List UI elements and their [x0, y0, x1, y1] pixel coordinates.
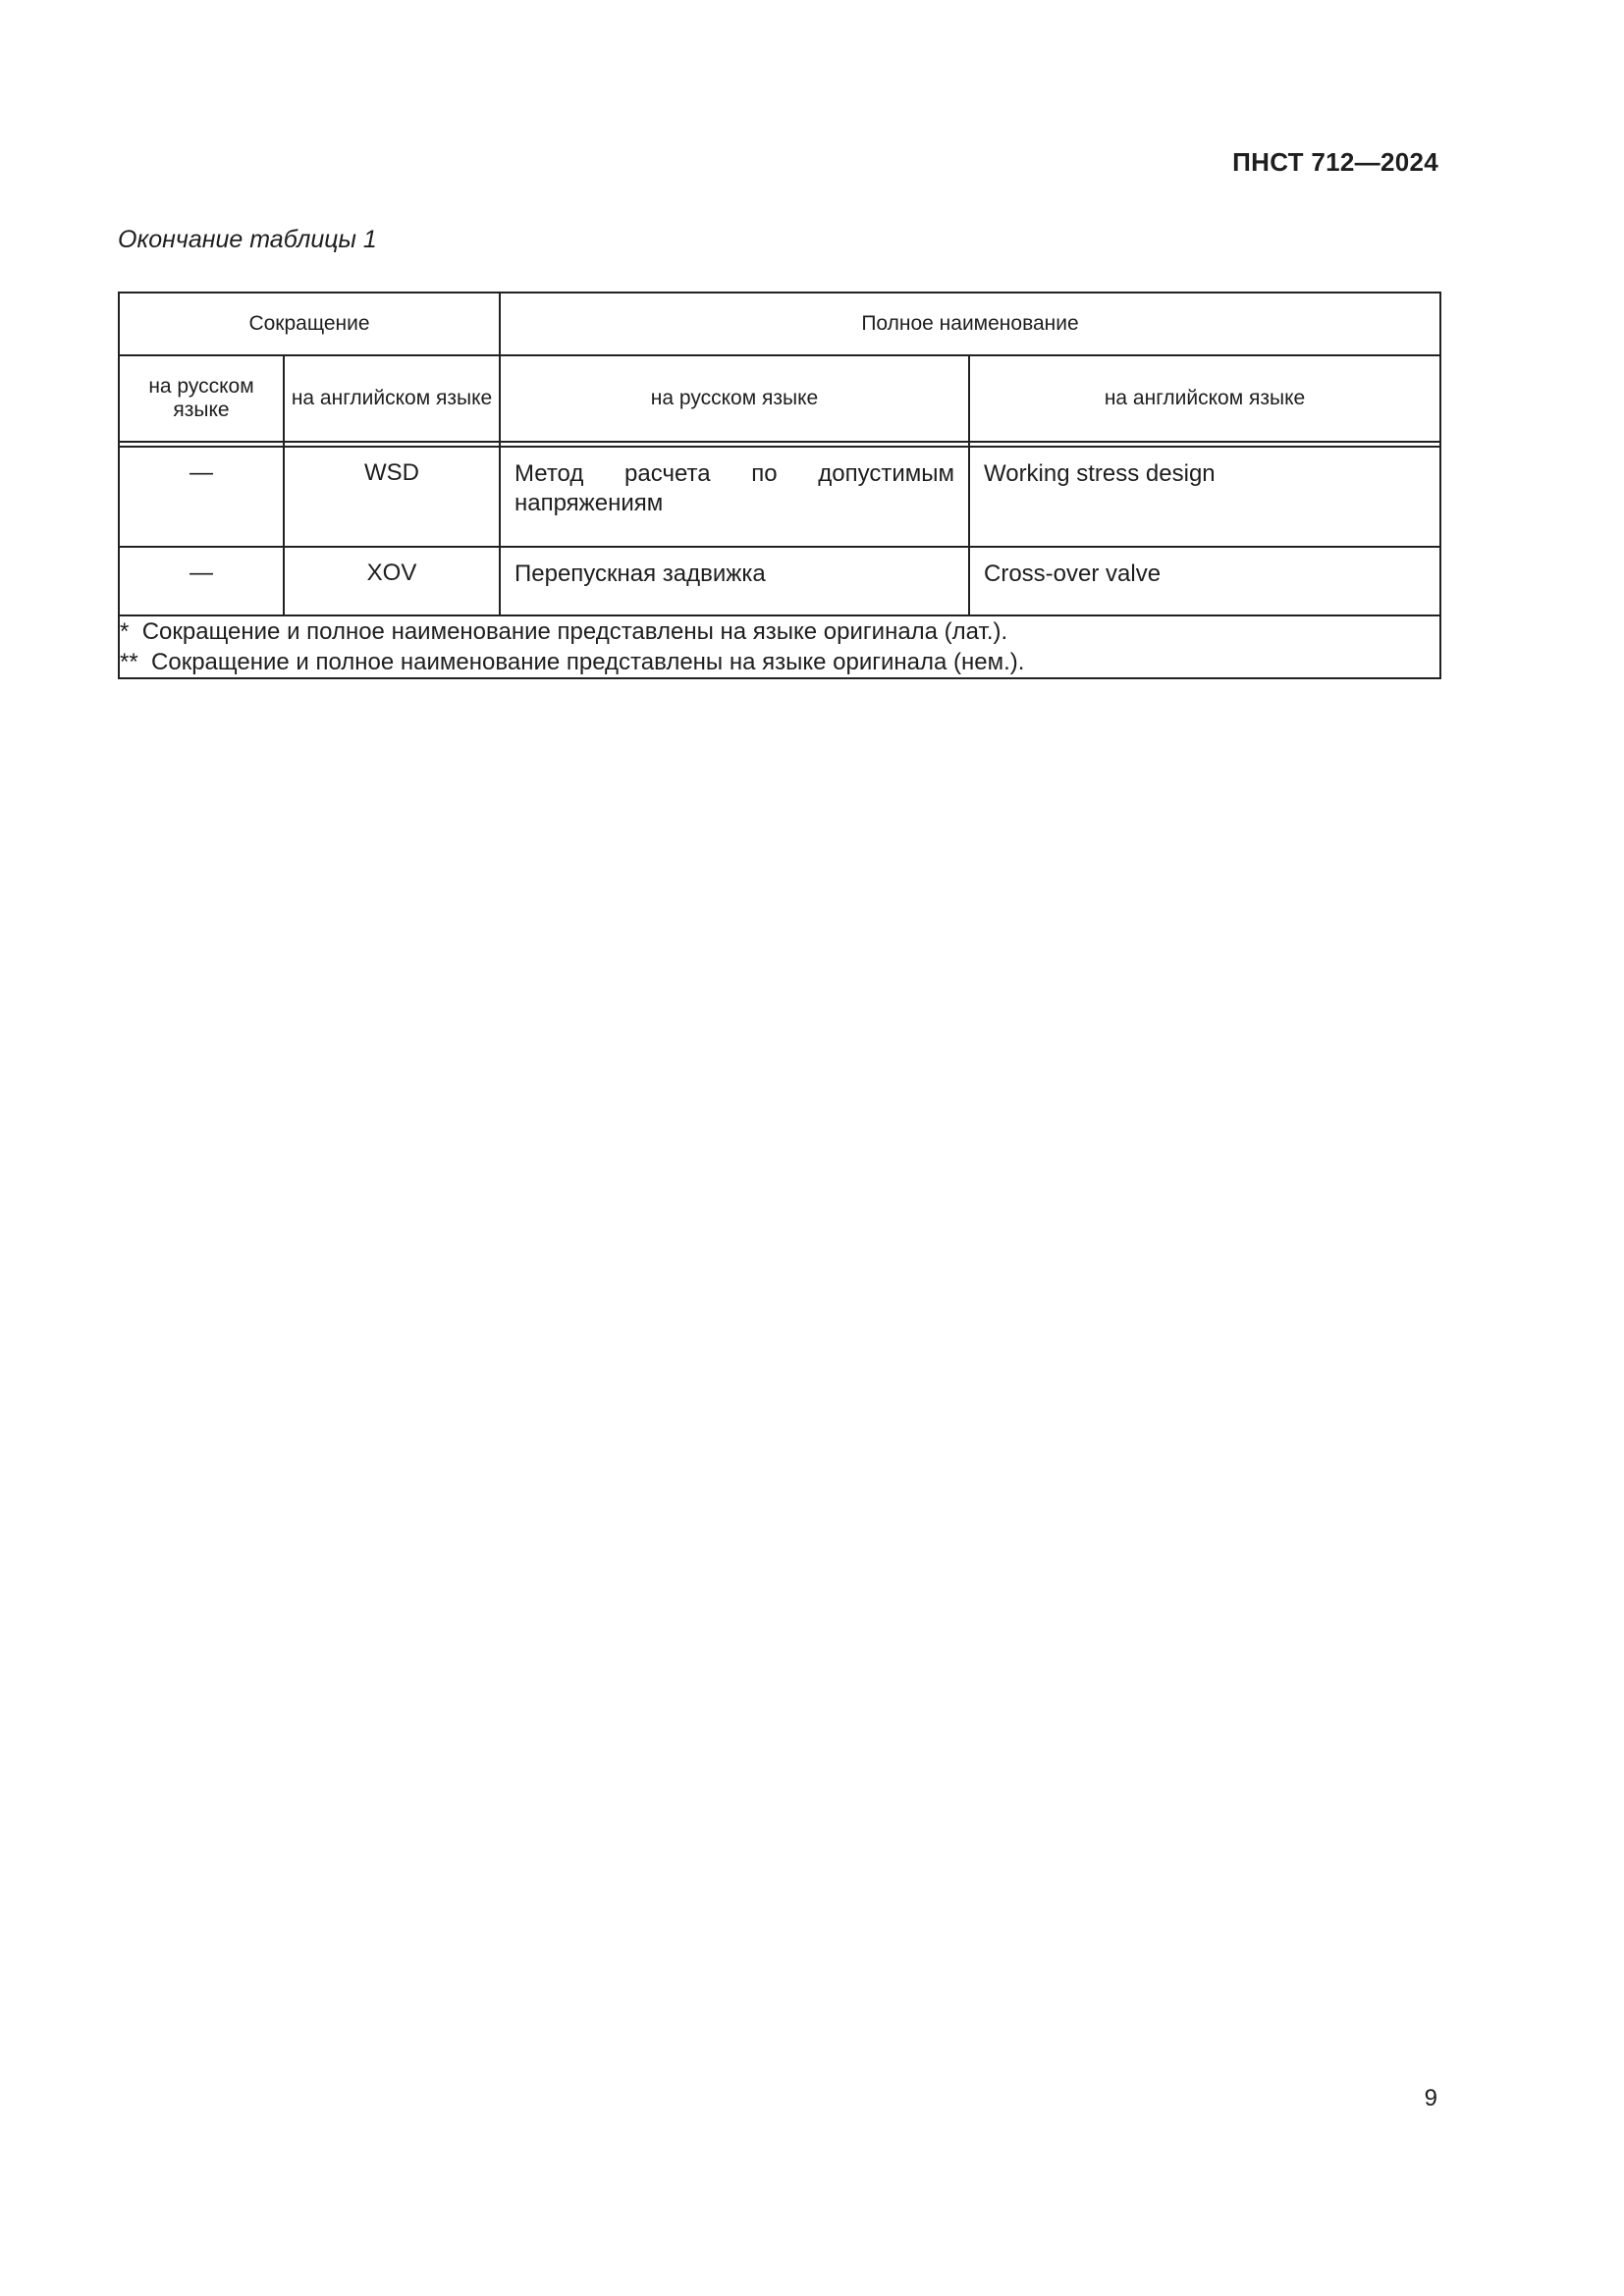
note-text: Сокращение и полное наименование представлены на языке оригинала (лат.). — [141, 618, 1008, 645]
abbr-ru-cell: — — [119, 447, 284, 547]
group-header-row — [119, 293, 1440, 355]
document-code: ПНСТ 712—2024 — [1232, 147, 1438, 177]
abbr-en-cell: WSD — [284, 447, 500, 547]
abbreviation-header: Сокращение — [119, 293, 500, 355]
note-text: Сокращение и полное наименование представлены на языке оригинала (нем.). — [151, 649, 1025, 675]
notes-row — [119, 615, 1440, 678]
abbr-en-cell: XOV — [284, 547, 500, 615]
table-row — [119, 547, 1440, 615]
full-name-header: Полное наименование — [500, 293, 1440, 355]
full-ru-header: на русском языке — [500, 355, 969, 442]
full-ru-cell: Метод расчета по допустимым напряжениям — [500, 447, 969, 547]
sub-header-row — [119, 355, 1440, 442]
abbreviations-table — [118, 292, 1441, 679]
note-line — [120, 647, 1439, 677]
note-mark: * — [120, 618, 130, 645]
abbr-en-header: на английском языке — [284, 355, 500, 442]
full-en-header: на английском языке — [969, 355, 1440, 442]
abbr-ru-cell: — — [119, 547, 284, 615]
table-caption: Окончание таблицы 1 — [118, 226, 377, 253]
table-notes — [119, 615, 1440, 678]
note-mark: ** — [120, 649, 138, 675]
full-en-cell: Cross-over valve — [969, 547, 1440, 615]
full-en-cell: Working stress design — [969, 447, 1440, 547]
page-number: 9 — [1424, 2085, 1437, 2111]
full-ru-cell: Перепускная задвижка — [500, 547, 969, 615]
abbr-ru-header: на русском языке — [119, 355, 284, 442]
table-row — [119, 447, 1440, 547]
note-line — [120, 616, 1439, 647]
